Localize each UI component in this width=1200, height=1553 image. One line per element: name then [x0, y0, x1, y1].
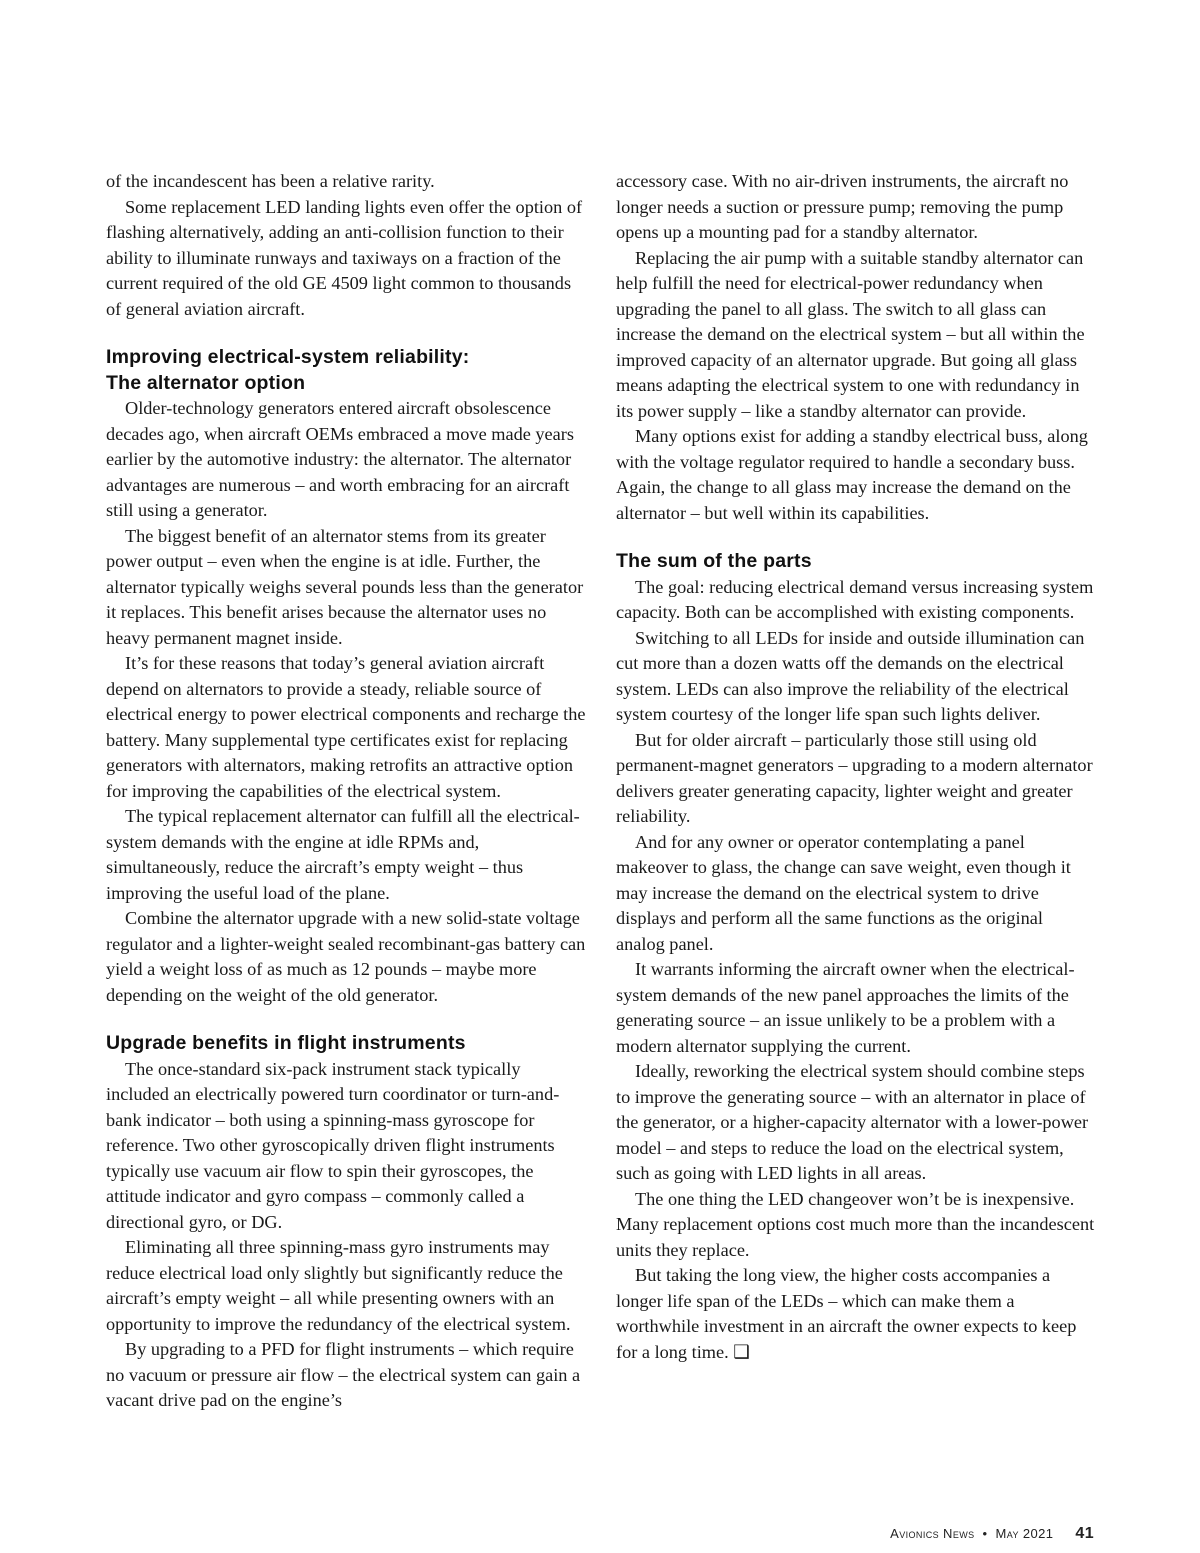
- left-column: [106, 169, 586, 1414]
- page-number: 41: [1075, 1525, 1094, 1542]
- paragraph: Many options exist for adding a standby electrical buss, along with the voltage regulator required to handle a secondary buss. Again, the change to all glass may increase the demand on the alternator – but well within its capabilities.: [616, 426, 1088, 523]
- paragraph: Ideally, reworking the electrical system should combine steps to improve the generating source – with an alternator in place of the generator, or a higher-capacity alternator with a lower-power model – and steps to reduce the load on the electrical system, such as going with LED lights in all areas.: [616, 1061, 1089, 1183]
- section-heading: Upgrade benefits in flight instruments: [106, 1032, 466, 1054]
- issue-date: May 2021: [995, 1526, 1054, 1541]
- section-heading: [106, 345, 586, 396]
- paragraph: Combine the alternator upgrade with a new solid-state voltage regulator and a lighter-weight sealed recombinant-gas battery can yield a weight loss of as much as 12 pounds – maybe more depending on the weight of the old generator.: [106, 908, 586, 1005]
- paragraph: The one thing the LED changeover won’t be is inexpensive. Many replacement options cost much more than the incandescent units they replace.: [616, 1188, 1095, 1260]
- heading-line: Improving electrical-system reliability:: [106, 346, 470, 368]
- paragraph: of the incandescent has been a relative rarity.: [106, 171, 435, 191]
- paragraph: Switching to all LEDs for inside and outside illumination can cut more than a dozen watts off the demands on the electrical system. LEDs can also improve the reliability of the electrical system courtesy of the longer life span such lights deliver.: [616, 627, 1085, 724]
- section-heading: The sum of the parts: [616, 550, 812, 572]
- paragraph: By upgrading to a PFD for flight instruments – which require no vacuum or pressure air flow – the electrical system can gain a vacant drive pad on the engine’s: [106, 1339, 581, 1410]
- paragraph: accessory case. With no air-driven instruments, the aircraft no longer needs a suction or pressure pump; removing the pump opens up a mounting pad for a standby alternator.: [616, 171, 1069, 242]
- paragraph: Replacing the air pump with a suitable standby alternator can help fulfill the need for electrical-power redundancy when upgrading the panel to all glass. The switch to all glass can increase the demand on the electrical system – but all within the improved capacity of an alternator upgrade. But going all glass means adapting the electrical system to one with redundancy in its power supply – like a standby alternator can provide.: [616, 247, 1085, 421]
- heading-line: The alternator option: [106, 371, 306, 394]
- paragraph: It warrants informing the aircraft owner when the electrical-system demands of the new panel approaches the limits of the generating source – an issue unlikely to be a problem with a modern alternator supplying the current.: [616, 959, 1075, 1056]
- paragraph-text: But taking the long view, the higher costs accompanies a longer life span of the LEDs – which can make them a worthwhile investment in an aircraft the owner expects to keep for a long time.: [616, 1265, 1077, 1362]
- paragraph: And for any owner or operator contemplating a panel makeover to glass, the change can save weight, even though it may increase the demand on the electrical system to drive displays and perform all the same functions as the original analog panel.: [616, 831, 1071, 954]
- paragraph: Older-technology generators entered aircraft obsolescence decades ago, when aircraft OEMs embraced a move made years earlier by the automotive industry: the alternator. The alternator advantages are numerous – and worth embracing for an aircraft still using a generator.: [106, 398, 574, 520]
- end-mark-icon: ❑: [733, 1341, 750, 1362]
- paragraph: [616, 1263, 1096, 1365]
- paragraph: Eliminating all three spinning-mass gyro instruments may reduce electrical load only slightly but significantly reduce the aircraft’s empty weight – all while presenting owners with an opportunity to improve the redundancy of the electrical system.: [106, 1237, 571, 1334]
- paragraph: The goal: reducing electrical demand versus increasing system capacity. Both can be accomplished with existing components.: [616, 576, 1094, 622]
- page-footer: [0, 1525, 1094, 1543]
- paragraph: The typical replacement alternator can fulfill all the electrical-system demands with the engine at idle RPMs and, simultaneously, reduce the aircraft’s empty weight – thus improving the useful load of the plane.: [106, 806, 580, 903]
- paragraph: The biggest benefit of an alternator stems from its greater power output – even when the engine is at idle. Further, the alternator typically weighs several pounds less than the generator it replaces. This benefit arises because the alternator uses no heavy permanent magnet inside.: [106, 525, 584, 648]
- publication-name: Avionics News: [890, 1526, 975, 1541]
- paragraph: But for older aircraft – particularly those still using old permanent-magnet generators – upgrading to a modern alternator delivers greater generating capacity, lighter weight and greater reliability.: [616, 729, 1093, 826]
- paragraph: The once-standard six-pack instrument stack typically included an electrically powered turn coordinator or turn-and-bank indicator – both using a spinning-mass gyroscope for reference. Two other gyroscopically driven flight instruments typically use vacuum air flow to spin their gyroscopes, the attitude indicator and gyro compass – commonly called a directional gyro, or DG.: [106, 1058, 560, 1232]
- paragraph: Some replacement LED landing lights even offer the option of flashing alternatively, adding an anti-collision function to their ability to illuminate runways and taxiways on a fraction of the current required of the old GE 4509 light common to thousands of general aviation aircraft.: [106, 196, 583, 319]
- bullet-separator: •: [982, 1526, 988, 1541]
- paragraph: It’s for these reasons that today’s general aviation aircraft depend on alternators to provide a steady, reliable source of electrical energy to power electrical components and recharge the battery. Many supplemental type certificates exist for replacing generators with alternators, making retrofits an attractive option for improving the capabilities of the electrical system.: [106, 653, 586, 801]
- right-column: [616, 169, 1096, 1365]
